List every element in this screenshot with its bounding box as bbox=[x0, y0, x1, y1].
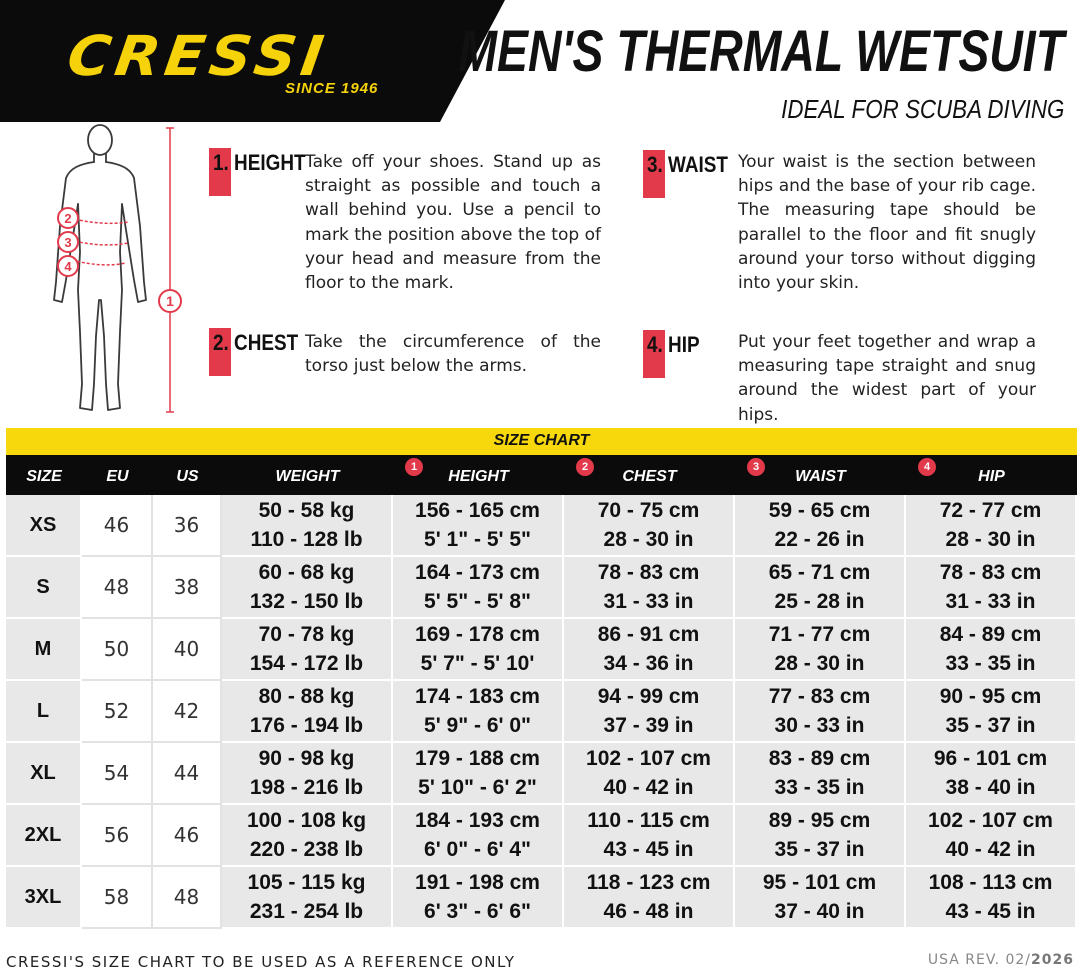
cell-chest-line-1: 78 - 83 cm bbox=[597, 561, 700, 584]
cell-chest bbox=[564, 681, 735, 743]
cell-us bbox=[153, 495, 222, 557]
cell-hip bbox=[906, 619, 1077, 681]
column-header-hip bbox=[906, 455, 1077, 495]
cell-size-value: 3XL bbox=[24, 885, 62, 908]
cell-eu-value: 58 bbox=[103, 885, 130, 909]
footer-revision-year: 2026 bbox=[1031, 952, 1074, 968]
cell-size bbox=[6, 495, 82, 557]
cell-weight bbox=[222, 867, 393, 929]
cell-waist-line-1: 83 - 89 cm bbox=[768, 747, 871, 770]
cell-us bbox=[153, 557, 222, 619]
cell-chest-line-1: 70 - 75 cm bbox=[597, 499, 700, 522]
table-row bbox=[6, 867, 1077, 929]
cell-chest-line-2: 46 - 48 in bbox=[603, 900, 694, 923]
column-header-label: HEIGHT bbox=[448, 468, 509, 485]
cell-us-value: 44 bbox=[173, 761, 200, 785]
cell-us bbox=[153, 867, 222, 929]
cell-weight bbox=[222, 619, 393, 681]
cell-us-value: 36 bbox=[173, 513, 200, 537]
cell-waist bbox=[735, 681, 906, 743]
cell-hip-line-1: 108 - 113 cm bbox=[928, 871, 1053, 894]
cell-waist-line-1: 95 - 101 cm bbox=[762, 871, 877, 894]
instruction-height bbox=[209, 146, 609, 296]
figure-marker-2 bbox=[58, 208, 78, 228]
cell-chest-line-1: 86 - 91 cm bbox=[597, 623, 700, 646]
cell-chest bbox=[564, 495, 735, 557]
cell-chest bbox=[564, 619, 735, 681]
cell-height bbox=[393, 805, 564, 867]
cell-eu bbox=[82, 867, 153, 929]
instruction-waist-text: Your waist is the section between hips and the base of your rib cage. The measuring tape should be parallel to the floor and fit snugly around your torso without digging into your skin. bbox=[738, 152, 1036, 294]
cell-weight-line-1: 100 - 108 kg bbox=[246, 809, 367, 832]
cell-height-line-2: 5' 5" - 5' 8" bbox=[424, 590, 531, 613]
cell-weight-line-2: 110 - 128 lb bbox=[250, 528, 363, 551]
cell-height bbox=[393, 557, 564, 619]
cell-us bbox=[153, 619, 222, 681]
cell-height-line-2: 6' 0" - 6' 4" bbox=[424, 838, 531, 861]
figure-marker-1-label: 1 bbox=[166, 293, 174, 309]
cell-hip-line-1: 72 - 77 cm bbox=[939, 499, 1042, 522]
figure-marker-3-label: 3 bbox=[64, 235, 72, 250]
cell-hip-line-1: 84 - 89 cm bbox=[939, 623, 1042, 646]
table-row bbox=[6, 495, 1077, 557]
cell-size bbox=[6, 681, 82, 743]
cell-weight-line-1: 105 - 115 kg bbox=[247, 871, 366, 894]
cell-chest bbox=[564, 867, 735, 929]
measure-badge-chest: 2 bbox=[576, 458, 594, 476]
column-header-label: EU bbox=[106, 468, 129, 485]
cell-height bbox=[393, 495, 564, 557]
size-chart-banner bbox=[6, 428, 1077, 455]
cell-weight-line-2: 198 - 216 lb bbox=[249, 776, 364, 799]
cell-waist-line-2: 22 - 26 in bbox=[774, 528, 865, 551]
cell-chest-line-1: 110 - 115 cm bbox=[587, 809, 710, 832]
cell-size-value: 2XL bbox=[24, 823, 62, 846]
cell-weight-line-2: 220 - 238 lb bbox=[249, 838, 364, 861]
cell-height-line-2: 5' 7" - 5' 10' bbox=[420, 652, 535, 675]
cell-waist-line-2: 35 - 37 in bbox=[774, 838, 865, 861]
cell-hip-line-1: 78 - 83 cm bbox=[939, 561, 1042, 584]
cell-eu bbox=[82, 805, 153, 867]
cell-weight-line-1: 80 - 88 kg bbox=[258, 685, 355, 708]
cell-size-value: XL bbox=[30, 761, 56, 784]
cell-height-line-1: 191 - 198 cm bbox=[415, 871, 540, 894]
cell-us bbox=[153, 805, 222, 867]
cell-hip-line-2: 43 - 45 in bbox=[945, 900, 1036, 923]
cell-waist bbox=[735, 743, 906, 805]
cell-hip-line-2: 33 - 35 in bbox=[945, 652, 1036, 675]
cell-size-value: XS bbox=[29, 513, 57, 536]
cell-weight-line-1: 90 - 98 kg bbox=[258, 747, 355, 770]
cell-eu bbox=[82, 495, 153, 557]
instruction-hip-label: 4. HIP bbox=[647, 332, 700, 357]
cell-height bbox=[393, 619, 564, 681]
cell-weight bbox=[222, 743, 393, 805]
table-row bbox=[6, 805, 1077, 867]
cell-us-value: 38 bbox=[173, 575, 200, 599]
column-header-label: WEIGHT bbox=[275, 468, 340, 485]
cell-chest-line-2: 34 - 36 in bbox=[603, 652, 694, 675]
footer-disclaimer: CRESSI'S SIZE CHART TO BE USED AS A REFERENCE ONLY bbox=[6, 953, 516, 971]
cell-weight-line-2: 132 - 150 lb bbox=[249, 590, 364, 613]
cell-weight-line-1: 60 - 68 kg bbox=[258, 561, 355, 584]
column-header-label: WAIST bbox=[795, 468, 846, 485]
cell-hip-line-2: 38 - 40 in bbox=[945, 776, 1036, 799]
size-chart-header bbox=[6, 455, 1077, 495]
cell-waist-line-2: 28 - 30 in bbox=[774, 652, 865, 675]
cell-waist bbox=[735, 619, 906, 681]
cell-size bbox=[6, 805, 82, 867]
cell-height-line-1: 164 - 173 cm bbox=[415, 561, 540, 584]
brand-since: SINCE 1946 bbox=[285, 80, 379, 97]
cell-height-line-2: 5' 10" - 6' 2" bbox=[418, 776, 537, 799]
footer-revision bbox=[928, 952, 1074, 968]
cell-eu bbox=[82, 619, 153, 681]
cell-height-line-2: 6' 3" - 6' 6" bbox=[424, 900, 531, 923]
cell-weight-line-1: 50 - 58 kg bbox=[258, 499, 355, 522]
cell-waist-line-2: 33 - 35 in bbox=[774, 776, 865, 799]
column-header-size bbox=[6, 455, 82, 495]
cell-eu-value: 54 bbox=[103, 761, 130, 785]
cell-waist bbox=[735, 557, 906, 619]
cell-hip-line-2: 28 - 30 in bbox=[945, 528, 1036, 551]
cell-us-value: 40 bbox=[173, 637, 200, 661]
cell-size bbox=[6, 557, 82, 619]
cell-height bbox=[393, 681, 564, 743]
cell-waist-line-1: 89 - 95 cm bbox=[768, 809, 871, 832]
cell-height-line-2: 5' 9" - 6' 0" bbox=[424, 714, 531, 737]
cell-us bbox=[153, 743, 222, 805]
instruction-chest-label: 2. CHEST bbox=[213, 330, 299, 355]
cell-waist-line-1: 59 - 65 cm bbox=[768, 499, 871, 522]
cell-height-line-2: 5' 1" - 5' 5" bbox=[424, 528, 531, 551]
figure-marker-4 bbox=[58, 256, 78, 276]
cell-chest-line-2: 28 - 30 in bbox=[603, 528, 694, 551]
cell-waist-line-2: 37 - 40 in bbox=[774, 900, 865, 923]
cell-hip bbox=[906, 867, 1077, 929]
cell-hip-line-2: 40 - 42 in bbox=[945, 838, 1036, 861]
column-header-label: SIZE bbox=[26, 468, 62, 485]
cell-weight bbox=[222, 495, 393, 557]
cell-waist-line-1: 77 - 83 cm bbox=[768, 685, 871, 708]
cell-waist-line-2: 30 - 33 in bbox=[774, 714, 865, 737]
cell-eu-value: 52 bbox=[103, 699, 130, 723]
figure-marker-4-label: 4 bbox=[64, 259, 72, 274]
cell-weight-line-2: 231 - 254 lb bbox=[249, 900, 364, 923]
column-header-chest bbox=[564, 455, 735, 495]
cell-height-line-1: 184 - 193 cm bbox=[415, 809, 540, 832]
cell-size-value: M bbox=[34, 637, 52, 660]
column-header-waist bbox=[735, 455, 906, 495]
cell-height bbox=[393, 867, 564, 929]
cell-waist-line-2: 25 - 28 in bbox=[774, 590, 865, 613]
column-header-label: US bbox=[176, 468, 199, 485]
page-title: MEN'S THERMAL WETSUIT bbox=[458, 19, 1064, 84]
cell-height bbox=[393, 743, 564, 805]
cell-hip-line-1: 96 - 101 cm bbox=[933, 747, 1048, 770]
cell-hip bbox=[906, 743, 1077, 805]
instruction-chest-text: Take the circumference of the torso just below the arms. bbox=[305, 332, 601, 377]
cell-hip-line-2: 31 - 33 in bbox=[945, 590, 1036, 613]
size-chart-title: SIZE CHART bbox=[493, 432, 590, 449]
page-subtitle: IDEAL FOR SCUBA DIVING bbox=[780, 94, 1064, 124]
cell-eu-value: 46 bbox=[103, 513, 130, 537]
instruction-hip bbox=[643, 328, 1043, 425]
figure-marker-3 bbox=[58, 232, 78, 252]
cell-us bbox=[153, 681, 222, 743]
cell-hip-line-1: 102 - 107 cm bbox=[928, 809, 1053, 832]
cell-us-value: 48 bbox=[173, 885, 200, 909]
instruction-chest bbox=[209, 326, 609, 386]
column-header-weight bbox=[222, 455, 393, 495]
cell-chest-line-1: 94 - 99 cm bbox=[597, 685, 700, 708]
figure-marker-2-label: 2 bbox=[64, 211, 72, 226]
brand-logo: CRESSI bbox=[63, 23, 333, 89]
instruction-waist-label: 3. WAIST bbox=[647, 152, 728, 177]
cell-hip bbox=[906, 681, 1077, 743]
column-header-height bbox=[393, 455, 564, 495]
cell-size-value: L bbox=[36, 699, 50, 722]
cell-weight-line-1: 70 - 78 kg bbox=[258, 623, 355, 646]
cell-hip bbox=[906, 805, 1077, 867]
cell-eu bbox=[82, 557, 153, 619]
table-row bbox=[6, 557, 1077, 619]
column-header-label: CHEST bbox=[622, 468, 677, 485]
measure-badge-hip: 4 bbox=[918, 458, 936, 476]
cell-weight bbox=[222, 557, 393, 619]
cell-chest-line-1: 102 - 107 cm bbox=[586, 747, 711, 770]
measure-badge-waist: 3 bbox=[747, 458, 765, 476]
cell-waist bbox=[735, 805, 906, 867]
cell-size-value: S bbox=[36, 575, 50, 598]
cell-chest-line-2: 37 - 39 in bbox=[603, 714, 694, 737]
cell-size bbox=[6, 743, 82, 805]
cell-hip bbox=[906, 495, 1077, 557]
cell-chest-line-1: 118 - 123 cm bbox=[586, 871, 711, 894]
cell-size bbox=[6, 867, 82, 929]
cell-weight-line-2: 176 - 194 lb bbox=[249, 714, 364, 737]
measure-badge-height: 1 bbox=[405, 458, 423, 476]
cell-waist-line-1: 65 - 71 cm bbox=[768, 561, 871, 584]
cell-hip-line-2: 35 - 37 in bbox=[945, 714, 1036, 737]
cell-hip-line-1: 90 - 95 cm bbox=[939, 685, 1042, 708]
cell-eu-value: 48 bbox=[103, 575, 130, 599]
cell-chest-line-2: 31 - 33 in bbox=[603, 590, 694, 613]
cell-us-value: 42 bbox=[173, 699, 200, 723]
cell-eu bbox=[82, 743, 153, 805]
cell-height-line-1: 156 - 165 cm bbox=[415, 499, 540, 522]
footer-revision-prefix: USA REV. 02/ bbox=[927, 952, 1032, 968]
table-row bbox=[6, 743, 1077, 805]
column-header-eu bbox=[82, 455, 153, 495]
cell-eu bbox=[82, 681, 153, 743]
cell-height-line-1: 169 - 178 cm bbox=[415, 623, 540, 646]
cell-height-line-1: 174 - 183 cm bbox=[415, 685, 540, 708]
cell-weight bbox=[222, 805, 393, 867]
cell-eu-value: 50 bbox=[103, 637, 130, 661]
cell-waist bbox=[735, 495, 906, 557]
size-chart-table bbox=[6, 495, 1077, 929]
cell-height-line-1: 179 - 188 cm bbox=[415, 747, 540, 770]
figure-marker-1 bbox=[159, 290, 181, 312]
table-row bbox=[6, 619, 1077, 681]
cell-chest bbox=[564, 805, 735, 867]
column-header-us bbox=[153, 455, 222, 495]
instruction-waist bbox=[643, 148, 1043, 298]
cell-chest-line-2: 43 - 45 in bbox=[603, 838, 694, 861]
cell-weight bbox=[222, 681, 393, 743]
table-row bbox=[6, 681, 1077, 743]
cell-waist-line-1: 71 - 77 cm bbox=[768, 623, 871, 646]
column-header-label: HIP bbox=[978, 468, 1005, 485]
cell-chest bbox=[564, 557, 735, 619]
human-body-outline-icon bbox=[50, 122, 195, 422]
instruction-height-text: Take off your shoes. Stand up as straight as possible and touch a wall behind you. Use a pencil to mark the position above the top of your head and measure from the floor to the mark. bbox=[305, 152, 601, 294]
cell-weight-line-2: 154 - 172 lb bbox=[249, 652, 364, 675]
cell-chest bbox=[564, 743, 735, 805]
cell-chest-line-2: 40 - 42 in bbox=[603, 776, 694, 799]
cell-us-value: 46 bbox=[173, 823, 200, 847]
cell-eu-value: 56 bbox=[103, 823, 130, 847]
instruction-hip-text: Put your feet together and wrap a measuring tape straight and snug around the widest part of your hips. bbox=[738, 332, 1036, 425]
cell-size bbox=[6, 619, 82, 681]
instruction-height-label: 1. HEIGHT bbox=[213, 150, 306, 175]
cell-hip bbox=[906, 557, 1077, 619]
cell-waist bbox=[735, 867, 906, 929]
